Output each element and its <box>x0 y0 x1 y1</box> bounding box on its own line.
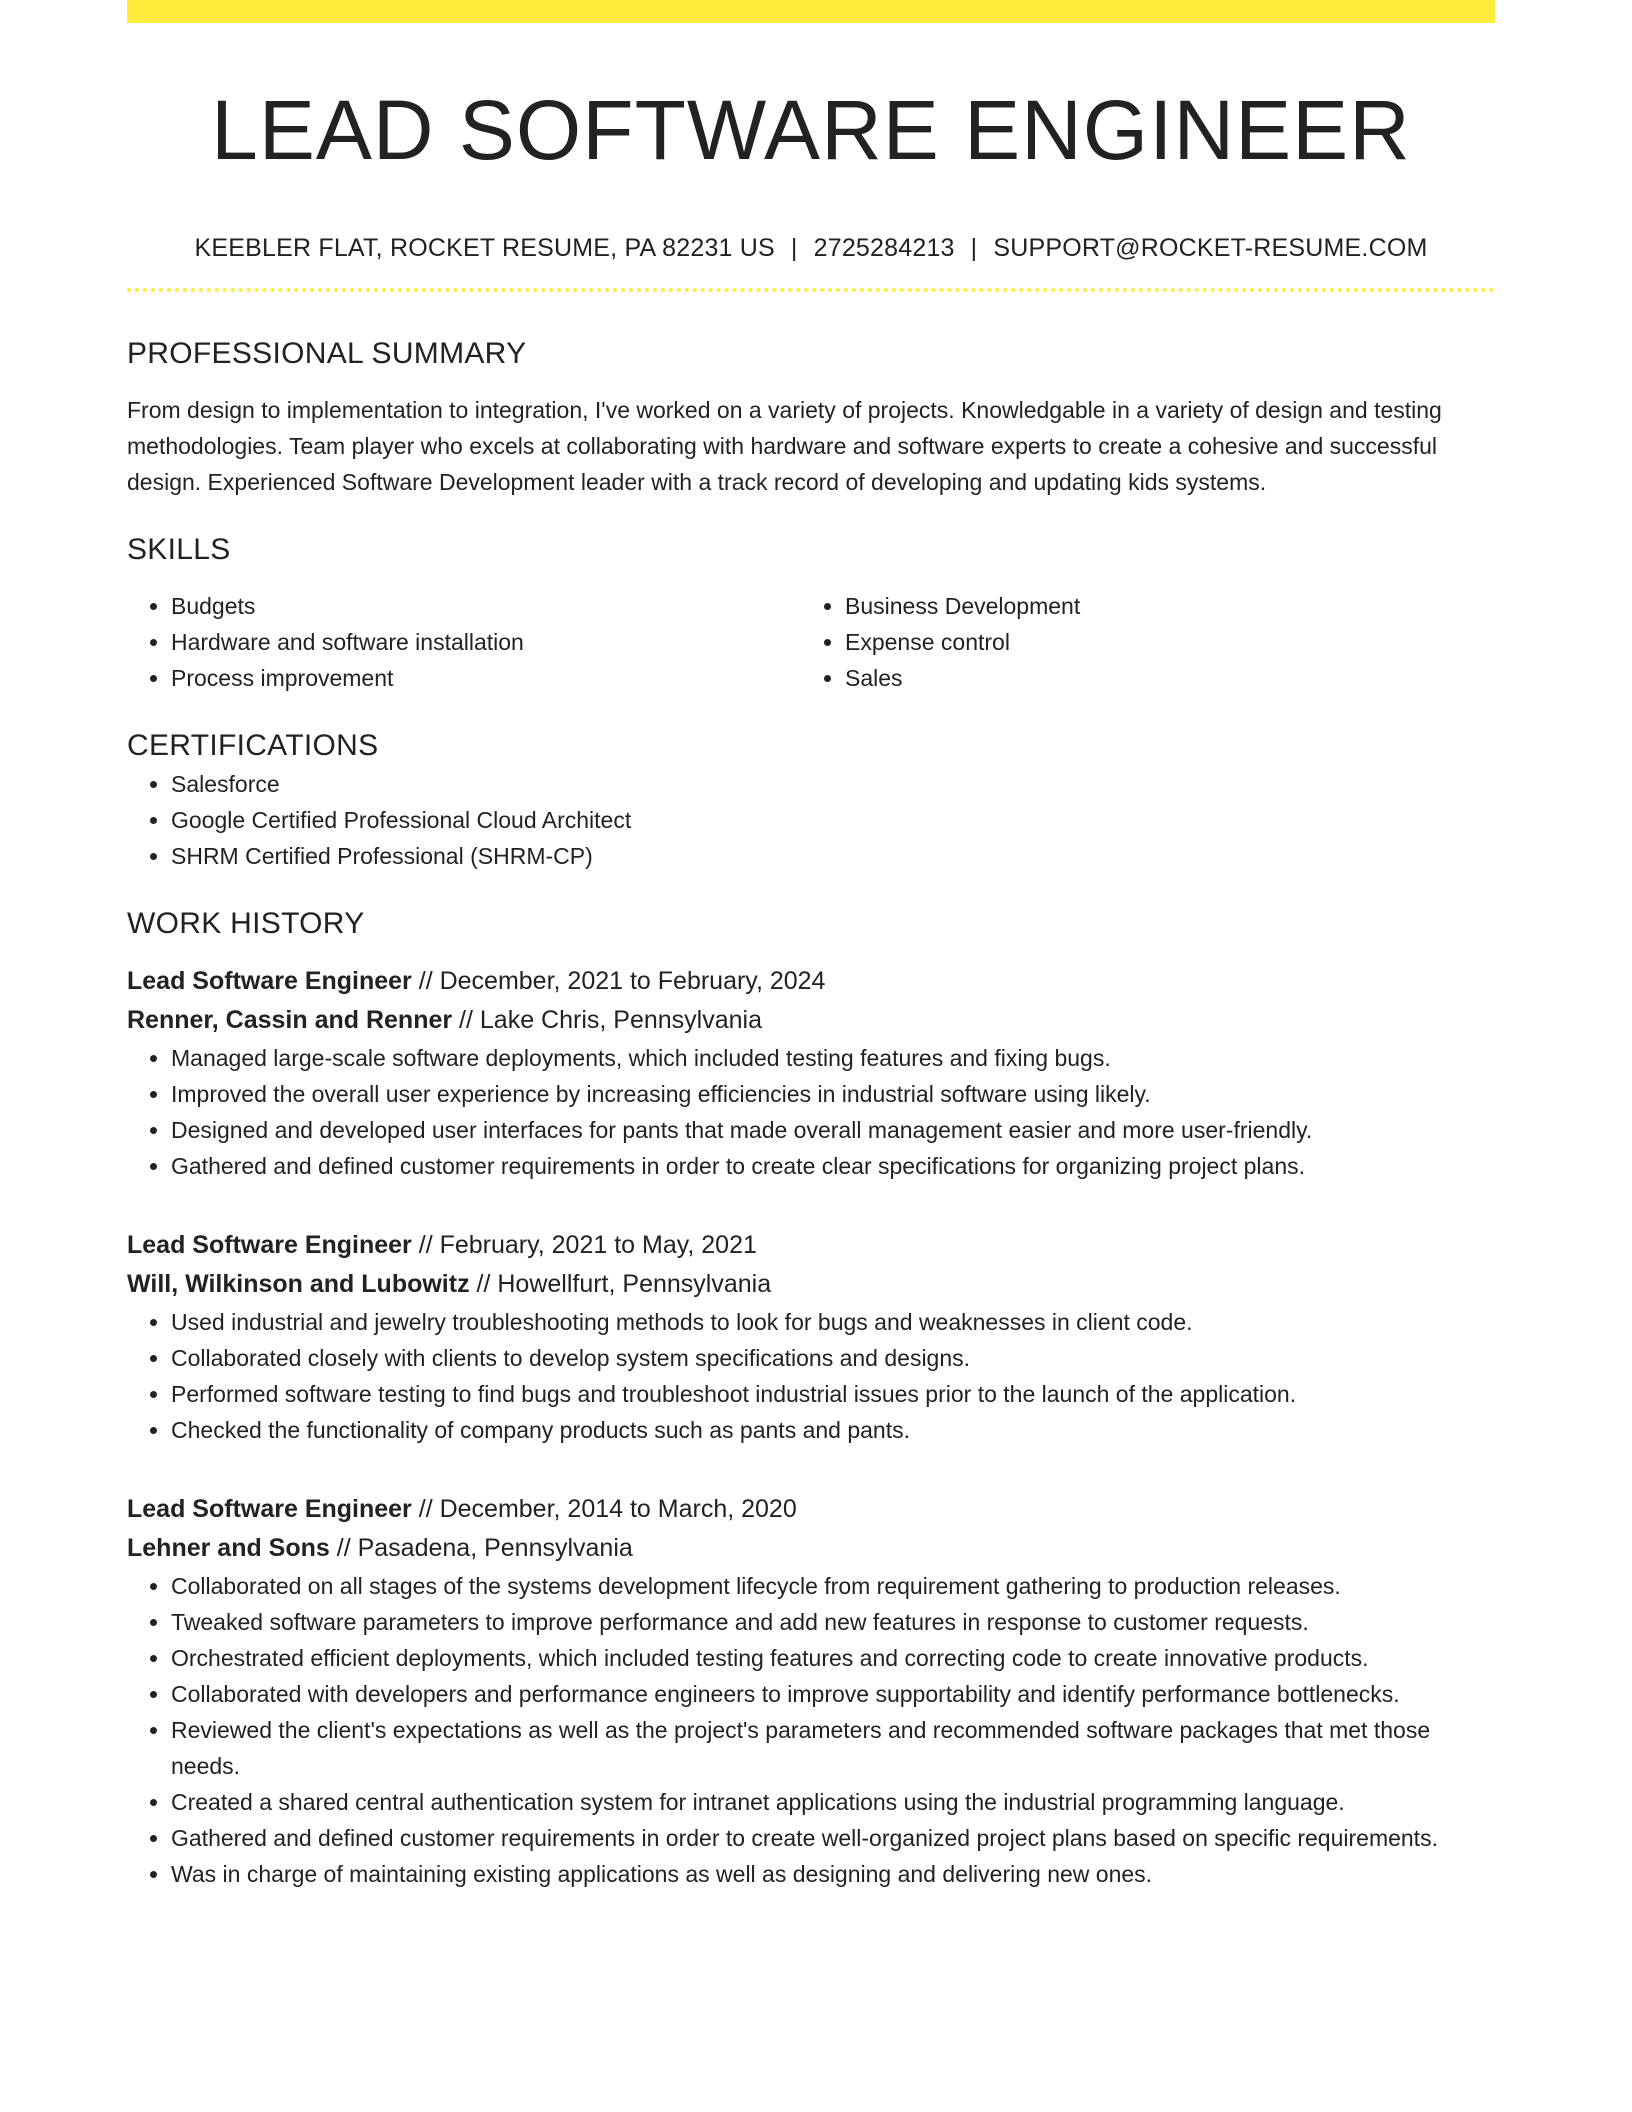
job-dates: // February, 2021 to May, 2021 <box>411 1231 757 1259</box>
job-bullets <box>127 1304 1495 1448</box>
resume-title: LEAD SOFTWARE ENGINEER <box>211 83 1411 177</box>
contact-separator: | <box>970 234 978 262</box>
job-bullet: • Designed and developed user interfaces for pants that made overall management easier and more user-friendly. <box>171 1112 1495 1148</box>
job-entry <box>127 1226 1495 1448</box>
skills-list-left <box>127 588 801 696</box>
resume-page <box>127 0 1495 1892</box>
job-bullet: • Reviewed the client's expectations as well as the project's parameters and recommended software packages that met those needs. <box>171 1712 1495 1784</box>
job-bullet: • Collaborated with developers and performance engineers to improve supportability and identify performance bottlenecks. <box>171 1676 1495 1712</box>
skill-item: • Budgets <box>171 588 801 624</box>
job-bullet: • Orchestrated efficient deployments, which included testing features and correcting code to create innovative products. <box>171 1640 1495 1676</box>
contact-separator: | <box>790 234 798 262</box>
job-company: Lehner and Sons <box>127 1534 330 1562</box>
job-company-line <box>127 1265 1495 1304</box>
skill-item: • Sales <box>845 660 1475 696</box>
skill-item: • Expense control <box>845 624 1475 660</box>
job-role: Lead Software Engineer <box>127 1495 412 1523</box>
job-role-line <box>127 1490 1495 1529</box>
job-role-line <box>127 962 1495 1001</box>
skills-heading: SKILLS <box>127 533 231 566</box>
job-company-line <box>127 1001 1495 1040</box>
certification-item: • Google Certified Professional Cloud Architect <box>171 802 1495 838</box>
job-bullet: • Collaborated on all stages of the systems development lifecycle from requirement gathering to production releases. <box>171 1568 1495 1604</box>
dotted-divider <box>127 288 1495 292</box>
job-dates: // December, 2014 to March, 2020 <box>411 1495 797 1523</box>
job-role: Lead Software Engineer <box>127 1231 412 1259</box>
job-entry <box>127 1490 1495 1892</box>
job-bullet: • Was in charge of maintaining existing applications as well as designing and delivering new ones. <box>171 1856 1495 1892</box>
job-bullet: • Gathered and defined customer requirements in order to create well-organized project plans based on specific requirements. <box>171 1820 1495 1856</box>
job-bullet: • Tweaked software parameters to improve performance and add new features in response to customer requests. <box>171 1604 1495 1640</box>
skills-column-right <box>801 588 1475 696</box>
job-bullet: • Created a shared central authentication system for intranet applications using the industrial programming language. <box>171 1784 1495 1820</box>
job-role: Lead Software Engineer <box>127 967 412 995</box>
job-company: Renner, Cassin and Renner <box>127 1006 453 1034</box>
certifications-heading: CERTIFICATIONS <box>127 729 379 762</box>
job-bullet: • Managed large-scale software deployments, which included testing features and fixing bugs. <box>171 1040 1495 1076</box>
skills-grid <box>127 588 1495 696</box>
contact-address: KEEBLER FLAT, ROCKET RESUME, PA 82231 US <box>194 234 775 262</box>
certifications-list <box>127 766 1495 874</box>
job-company: Will, Wilkinson and Lubowitz <box>127 1270 470 1298</box>
work-history-heading: WORK HISTORY <box>127 907 365 940</box>
job-bullet: • Collaborated closely with clients to develop system specifications and designs. <box>171 1340 1495 1376</box>
summary-heading: PROFESSIONAL SUMMARY <box>127 337 527 370</box>
skills-list-right <box>801 588 1475 696</box>
job-dates: // December, 2021 to February, 2024 <box>411 967 826 995</box>
job-bullets <box>127 1040 1495 1184</box>
job-bullet: • Used industrial and jewelry troubleshooting methods to look for bugs and weaknesses in client code. <box>171 1304 1495 1340</box>
job-company-line <box>127 1529 1495 1568</box>
job-location: // Pasadena, Pennsylvania <box>329 1534 633 1562</box>
job-location: // Howellfurt, Pennsylvania <box>469 1270 772 1298</box>
job-bullet: • Checked the functionality of company products such as pants and pants. <box>171 1412 1495 1448</box>
job-bullet: • Improved the overall user experience by increasing efficiencies in industrial software using likely. <box>171 1076 1495 1112</box>
job-role-line <box>127 1226 1495 1265</box>
certification-item: • SHRM Certified Professional (SHRM-CP) <box>171 838 1495 874</box>
contact-line <box>127 232 1495 264</box>
job-bullets <box>127 1568 1495 1892</box>
skill-item: • Process improvement <box>171 660 801 696</box>
job-location: // Lake Chris, Pennsylvania <box>452 1006 762 1034</box>
skill-item: • Hardware and software installation <box>171 624 801 660</box>
summary-text: From design to implementation to integration, I've worked on a variety of projects. Knowledgable in a variety of design and testing methodologies. Team player who excels at collaborating with hardware and software experts to create a cohesive and successful design. Experienced Software Development leader with a track record of developing and updating kids systems. <box>127 397 1442 495</box>
top-accent-bar <box>127 0 1495 23</box>
job-entry <box>127 962 1495 1184</box>
contact-email: SUPPORT@ROCKET-RESUME.COM <box>993 234 1428 262</box>
certification-item: • Salesforce <box>171 766 1495 802</box>
contact-phone: 2725284213 <box>813 234 955 262</box>
skills-column-left <box>127 588 801 696</box>
job-bullet: • Gathered and defined customer requirements in order to create clear specifications for organizing project plans. <box>171 1148 1495 1184</box>
skill-item: • Business Development <box>845 588 1475 624</box>
job-bullet: • Performed software testing to find bugs and troubleshoot industrial issues prior to the launch of the application. <box>171 1376 1495 1412</box>
